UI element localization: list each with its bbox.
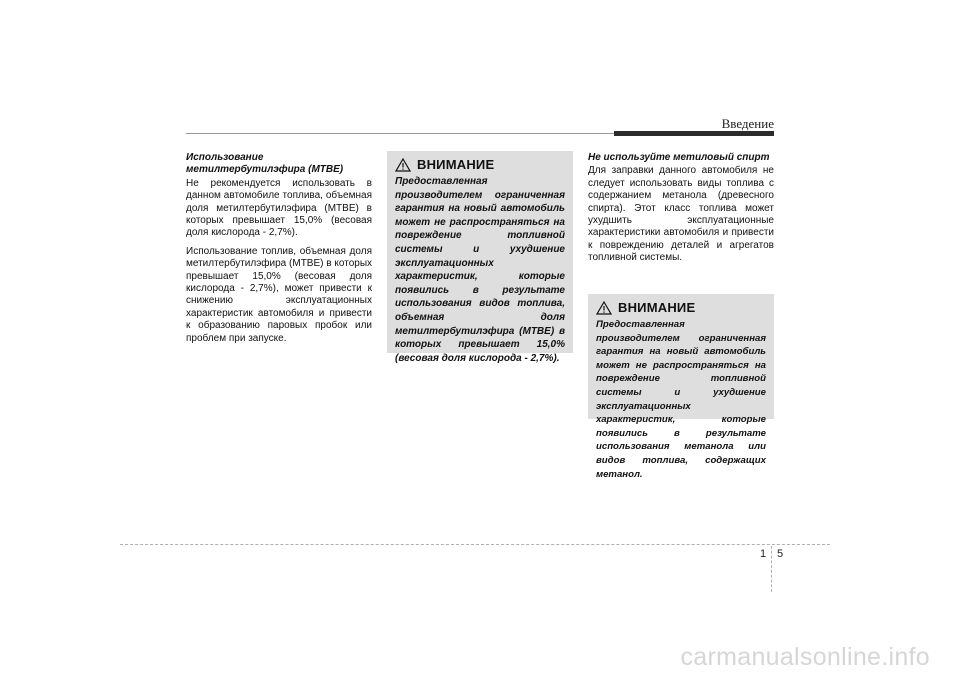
chapter-number: 1 <box>760 548 767 560</box>
warning-triangle-icon <box>596 301 612 315</box>
mtbe-paragraph-2: Использование топлив, объемная доля метилтербутилэфира (МТВЕ) в которых превышает 15,0% (весовая доля кислорода - 2,7%), может привести к снижению эксплуатационных характеристик автомобиля и привести к образованию паровых пробок или проблем при запуске. <box>186 245 372 344</box>
mtbe-warning-box <box>387 151 573 364</box>
warning-label: ВНИМАНИЕ <box>417 157 495 172</box>
section-title: Введение <box>721 116 774 131</box>
mtbe-warning-text: Предоставленная производителем ограниченная гарантия на новый автомобиль может не распространяться на повреждение топливной системы и ухудшение эксплуатационных характеристик, которые появились в результате использования видов топлива, объемная доля метилтербутилэфира (MTBE) в которых превышает 15,0% (весовая доля кислорода - 2,7%). <box>395 176 565 364</box>
warning-header <box>395 157 565 172</box>
page-number: 5 <box>777 548 784 560</box>
footer-rule <box>120 544 830 545</box>
header-rule <box>186 133 614 134</box>
warning-label: ВНИМАНИЕ <box>618 300 696 315</box>
methanol-warning-text: Предоставленная производителем ограниченная гарантия на новый автомобиль может не распространяться на повреждение топливной системы и ухудшение эксплуатационных характеристик, которые появились в результате использования метанола или видов топлива, содержащих метанол. <box>596 319 766 480</box>
warning-triangle-icon <box>395 158 411 172</box>
header-rule-accent <box>614 131 774 136</box>
methanol-warning-box <box>588 294 774 480</box>
watermark: carmanualsonline.info <box>680 643 930 671</box>
methanol-paragraph: Для заправки данного автомобиля не следует использовать виды топлива с содержанием метанола (древесного спирта). Этот класс топлива может ухудшить эксплуатационные характеристики автомобиля и привести к повреждению деталей и агрегатов топливной системы. <box>588 165 774 264</box>
footer-divider <box>771 546 772 592</box>
mtbe-section <box>186 152 372 351</box>
mtbe-paragraph-1: Не рекомендуется использовать в данном автомобиле топлива, объемная доля метилтербутилэфира (МТВЕ) в которых превышает 15,0% (весовая доля кислорода - 2,7%). <box>186 177 372 239</box>
methanol-section <box>588 152 774 271</box>
methanol-subheading: Не используйте метиловый спирт <box>588 152 770 163</box>
mtbe-subheading: Использование метилтербутилэфира (MTBE) <box>186 152 344 176</box>
warning-header <box>596 300 766 315</box>
